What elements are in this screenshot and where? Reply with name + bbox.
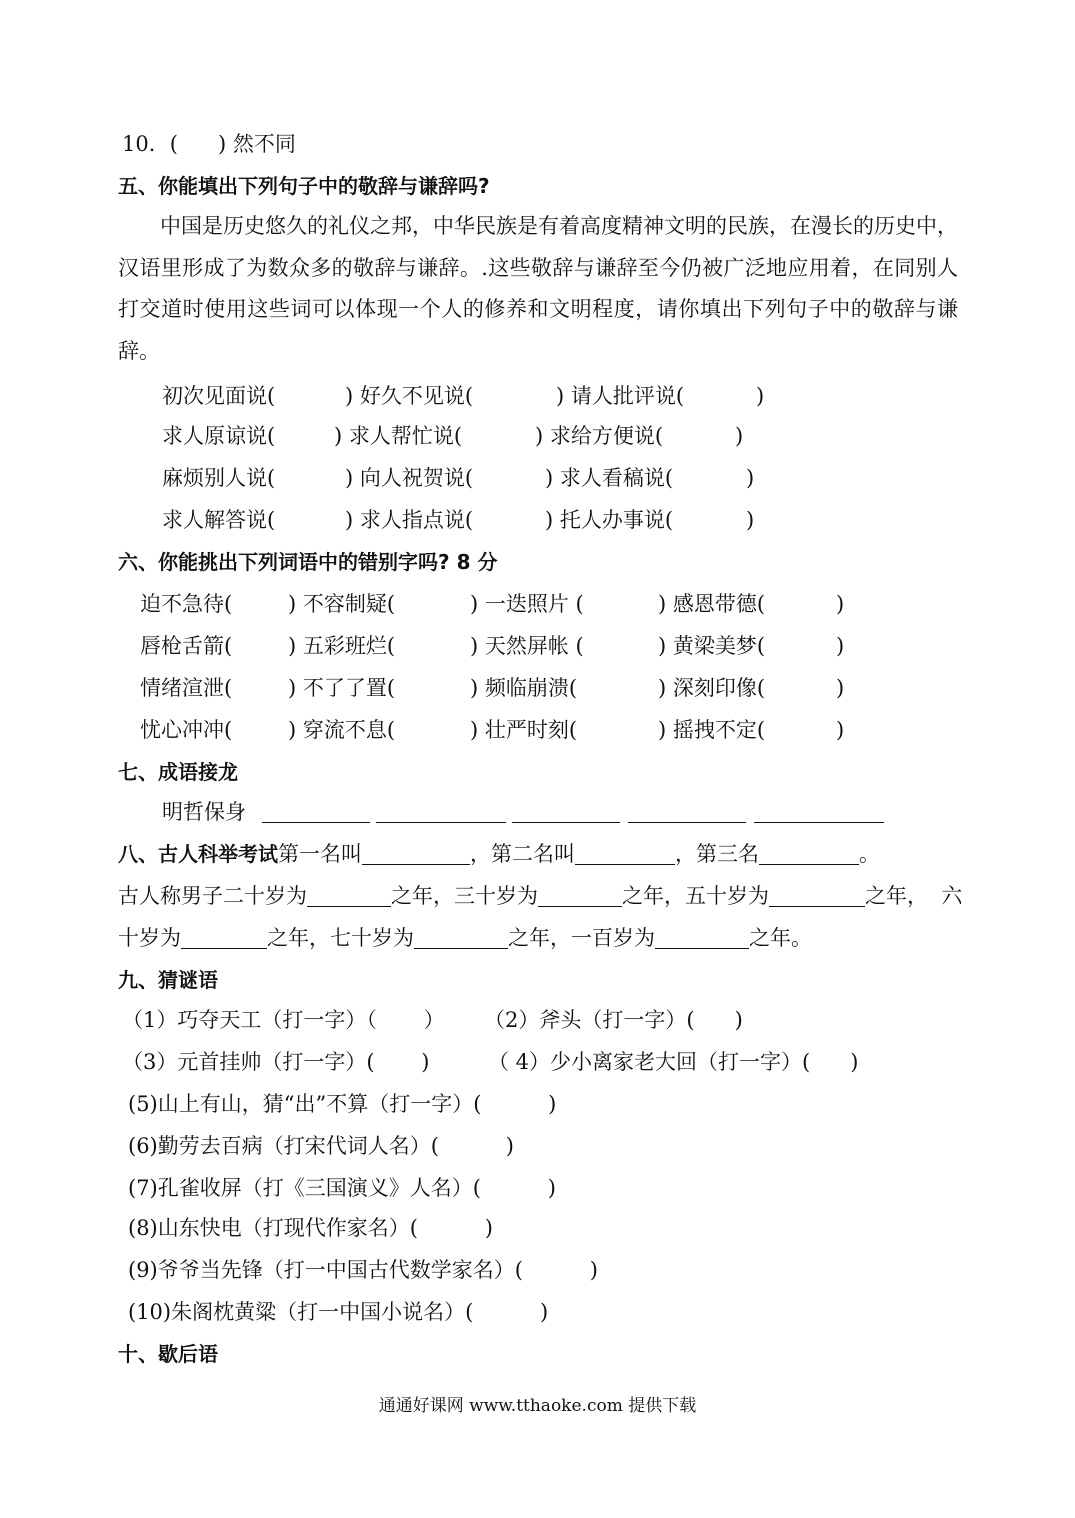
riddle-1: （1）巧夺天工（打一字）（ ） bbox=[122, 1008, 445, 1032]
s8-blank-1[interactable] bbox=[362, 842, 470, 865]
s8-blank-9[interactable] bbox=[655, 926, 749, 949]
page-footer: 通通好课网 www.tthaoke.com 提供下载 bbox=[378, 1396, 697, 1416]
section-10-title: 十、歇后语 bbox=[118, 1342, 218, 1366]
s6-r4-c1: 忧心冲冲( bbox=[140, 718, 233, 742]
s5-r3-c4: ) bbox=[746, 466, 755, 490]
idiom-blank-5[interactable] bbox=[754, 800, 884, 823]
section-5-title: 五、你能填出下列句子中的敬辞与谦辞吗? bbox=[118, 174, 490, 198]
s8-blank-7[interactable] bbox=[181, 926, 267, 949]
s8-text-4: 。 bbox=[859, 842, 880, 866]
s5-r1-c3: ) 请人批评说( bbox=[556, 384, 685, 408]
s6-r1-c4: ) 感恩带德( bbox=[658, 592, 766, 616]
riddle-6: (6)勤劳去百病（打宋代词人名）( ) bbox=[128, 1134, 514, 1158]
s8-text-10: 之年，七十岁为 bbox=[267, 926, 414, 950]
s6-r2-c5: ) bbox=[836, 634, 845, 658]
s8-text-12: 之年。 bbox=[749, 926, 812, 950]
section-9-title: 九、猜谜语 bbox=[118, 968, 218, 992]
s8-text-5: 古人称男子二十岁为 bbox=[118, 884, 307, 908]
item-10-line: 10．( ) 然不同 bbox=[122, 132, 296, 156]
riddle-10: (10)朱阁枕黄粱（打一中国小说名）( ) bbox=[128, 1300, 549, 1324]
section-5-paragraph: 中国是历史悠久的礼仪之邦，中华民族是有着高度精神文明的民族，在漫长的历史中，汉语里形成了为数众多的敬辞与谦辞。.这些敬辞与谦辞至今仍被广泛地应用着，在同别人打交道时使用这些词可以体现一个人的修养和文明程度，请你填出下列句子中的敬辞与谦辞。 bbox=[118, 214, 958, 363]
section-8-line-1 bbox=[118, 840, 880, 868]
idiom-chain-start: 明哲保身 bbox=[162, 800, 246, 824]
riddle-5: (5)山上有山，猜“出”不算（打一字）( ) bbox=[128, 1092, 557, 1116]
riddle-4: （ 4）少小离家老大回（打一字）( ) bbox=[488, 1050, 859, 1074]
s5-r3-c1: 麻烦别人说( bbox=[162, 466, 276, 490]
riddle-3: （3）元首挂帅（打一字）( ) bbox=[122, 1050, 430, 1074]
idiom-blank-1[interactable] bbox=[262, 800, 370, 823]
s5-r2-c1: 求人原谅说( bbox=[162, 424, 276, 448]
section-6-title: 六、你能挑出下列词语中的错别字吗? 8 分 bbox=[118, 550, 498, 574]
s5-r4-c3: ) 托人办事说( bbox=[545, 508, 674, 532]
s6-r2-c1: 唇枪舌箭( bbox=[140, 634, 233, 658]
s8-text-6: 之年，三十岁为 bbox=[391, 884, 538, 908]
riddle-9: (9)爷爷当先锋（打一中国古代数学家名）( ) bbox=[128, 1258, 598, 1282]
s6-r4-c5: ) bbox=[836, 718, 845, 742]
s6-r1-c1: 迫不急待( bbox=[140, 592, 233, 616]
idiom-blank-3[interactable] bbox=[512, 800, 620, 823]
s8-text-9: 十岁为 bbox=[118, 926, 181, 950]
s6-r3-c2: ) 不了了置( bbox=[288, 676, 396, 700]
s8-text-11: 之年，一百岁为 bbox=[508, 926, 655, 950]
s8-text-3: ，第三名 bbox=[675, 842, 759, 866]
s5-r4-c2: ) 求人指点说( bbox=[345, 508, 474, 532]
s5-r1-c1: 初次见面说( bbox=[162, 384, 276, 408]
idiom-blank-4[interactable] bbox=[628, 800, 746, 823]
s6-r4-c4: ) 摇拽不定( bbox=[658, 718, 766, 742]
s6-r3-c3: ) 频临崩溃( bbox=[470, 676, 578, 700]
s6-r3-c4: ) 深刻印像( bbox=[658, 676, 766, 700]
s8-blank-3[interactable] bbox=[759, 842, 859, 865]
s6-r1-c2: ) 不容制疑( bbox=[288, 592, 396, 616]
s5-r2-c4: ) bbox=[735, 424, 744, 448]
section-8-title: 八、古人科举考试 bbox=[118, 842, 278, 866]
s6-r1-c3: ) 一迭照片 ( bbox=[470, 592, 584, 616]
idiom-blank-2[interactable] bbox=[376, 800, 506, 823]
s5-r1-c4: ) bbox=[756, 384, 765, 408]
s5-r2-c2: ) 求人帮忙说( bbox=[334, 424, 463, 448]
s5-r3-c3: ) 求人看稿说( bbox=[545, 466, 674, 490]
s6-r4-c3: ) 壮严时刻( bbox=[470, 718, 578, 742]
s6-r2-c4: ) 黄梁美梦( bbox=[658, 634, 766, 658]
s5-r4-c4: ) bbox=[746, 508, 755, 532]
s5-r4-c1: 求人解答说( bbox=[162, 508, 276, 532]
s6-r3-c1: 情绪渲泄( bbox=[140, 676, 233, 700]
s8-blank-5[interactable] bbox=[538, 884, 622, 907]
s6-r2-c2: ) 五彩班烂( bbox=[288, 634, 396, 658]
s6-r3-c5: ) bbox=[836, 676, 845, 700]
section-7-title: 七、成语接龙 bbox=[118, 760, 238, 784]
s8-blank-6[interactable] bbox=[769, 884, 865, 907]
s8-text-8: 之年， 六 bbox=[865, 884, 963, 908]
s5-r1-c2: ) 好久不见说( bbox=[345, 384, 474, 408]
s6-r4-c2: ) 穿流不息( bbox=[288, 718, 396, 742]
riddle-8: (8)山东快电（打现代作家名）( ) bbox=[128, 1216, 493, 1240]
s8-text-1: 第一名叫 bbox=[278, 842, 362, 866]
s8-text-2: ，第二名叫 bbox=[470, 842, 575, 866]
s8-blank-4[interactable] bbox=[307, 884, 391, 907]
s8-blank-2[interactable] bbox=[575, 842, 675, 865]
riddle-7: (7)孔雀收屏（打《三国演义》人名）( ) bbox=[128, 1176, 556, 1200]
s5-r3-c2: ) 向人祝贺说( bbox=[345, 466, 474, 490]
section-8-line-3 bbox=[118, 924, 812, 952]
section-8-line-2 bbox=[118, 882, 962, 910]
s5-r2-c3: ) 求给方便说( bbox=[535, 424, 664, 448]
s8-text-7: 之年，五十岁为 bbox=[622, 884, 769, 908]
riddle-2: （2）斧头（打一字）( ) bbox=[484, 1008, 743, 1032]
s6-r2-c3: ) 天然屏帐 ( bbox=[470, 634, 584, 658]
s8-blank-8[interactable] bbox=[414, 926, 508, 949]
s6-r1-c5: ) bbox=[836, 592, 845, 616]
